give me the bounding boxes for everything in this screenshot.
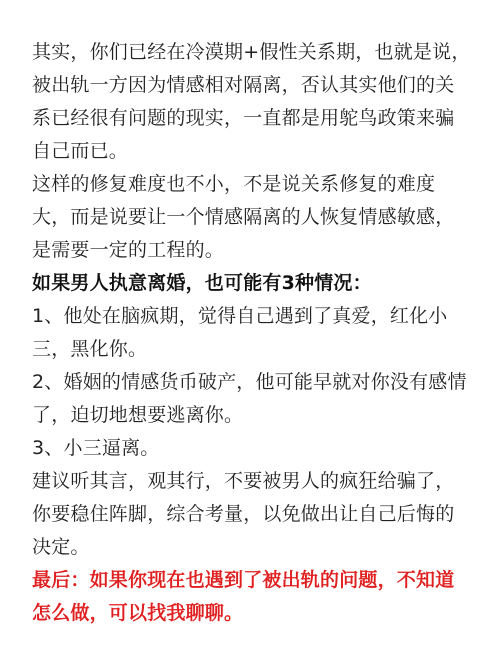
paragraph-repair-difficulty: 这样的修复难度也不小，不是说关系修复的难度大，而是说要让一个情感隔离的人恢复情感敏感，是需要一定的工程的。 [32,173,455,261]
closing-call-to-action: 最后：如果你现在也遇到了被出轨的问题，不知道怎么做，可以找我聊聊。 [32,569,455,624]
section-heading: 如果男人执意离婚，也可能有3种情况： [32,272,372,294]
list-item-3: 3、小三逼离。 [32,437,160,459]
paragraph-relationship-phase: 其实，你们已经在冷漠期+假性关系期，也就是说，被出轨一方因为情感相对隔离，否认其实他们的关系已经很有问题的现实，一直都是用鸵鸟政策来骗自己而已。 [32,41,471,162]
list-item-1: 1、他处在脑疯期，觉得自己遇到了真爱，红化小三，黑化你。 [32,305,448,360]
paragraph-advice: 建议听其言，观其行，不要被男人的疯狂给骗了，你要稳住阵脚，综合考量，以免做出让自己后悔的决定。 [32,470,455,558]
list-item-2: 2、婚姻的情感货币破产，他可能早就对你没有感情了，迫切地想要逃离你。 [32,371,467,426]
